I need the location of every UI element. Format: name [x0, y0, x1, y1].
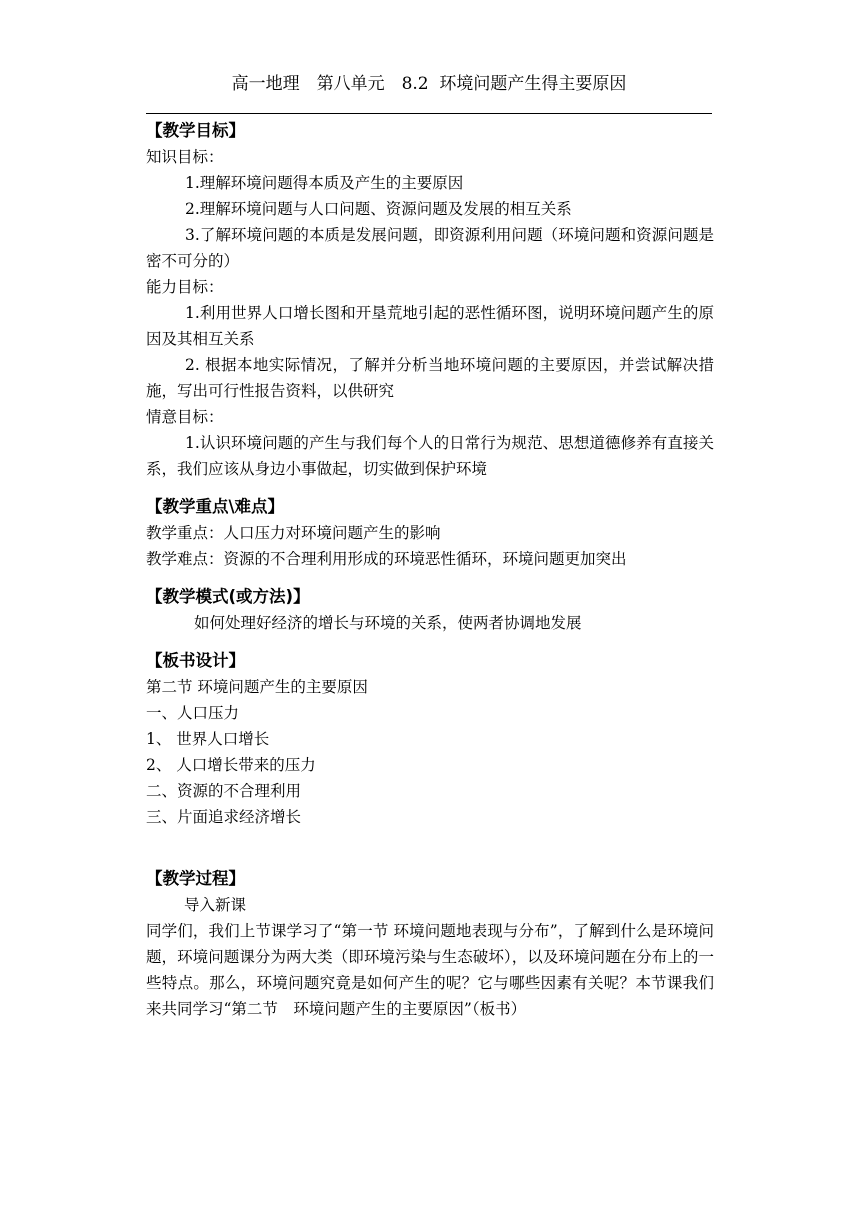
board-line: 一、人口压力 — [146, 704, 240, 722]
board-line: 1、 世界人口增长 — [146, 730, 270, 748]
knowledge-label: 知识目标： — [146, 148, 224, 166]
section-title-mode: 【教学模式(或方法)】 — [146, 587, 310, 606]
keypoints-section — [146, 494, 714, 572]
knowledge-item: 3.了解环境问题的本质是发展问题，即资源利用问题（环境问题和资源问题是密不可分的） — [146, 226, 714, 270]
board-section — [146, 648, 714, 830]
section-title-keypoints: 【教学重点\难点】 — [146, 497, 285, 516]
knowledge-item: 2.理解环境问题与人口问题、资源问题及发展的相互关系 — [185, 200, 572, 218]
intro-label: 导入新课 — [184, 896, 247, 914]
section-title-objectives: 【教学目标】 — [146, 121, 245, 140]
page-header: 高一地理 第八单元 8.2 环境问题产生得主要原因 — [231, 74, 627, 94]
ability-item: 2. 根据本地实际情况，了解并分析当地环境问题的主要原因，并尝试解决措施，写出可行性报告资料，以供研究 — [146, 356, 714, 400]
emotion-label: 情意目标： — [146, 408, 224, 426]
spacer — [146, 830, 714, 866]
board-line: 第二节 环境问题产生的主要原因 — [146, 678, 368, 696]
mode-text: 如何处理好经济的增长与环境的关系，使两者协调地发展 — [194, 614, 582, 632]
spacer — [146, 572, 714, 584]
board-line: 二、资源的不合理利用 — [146, 782, 302, 800]
document-body — [146, 118, 714, 1022]
section-title-board: 【板书设计】 — [146, 651, 245, 670]
teaching-focus: 教学重点：人口压力对环境问题产生的影响 — [146, 524, 441, 542]
section-title-process: 【教学过程】 — [146, 869, 245, 888]
ability-label: 能力目标： — [146, 278, 224, 296]
ability-item: 1.利用世界人口增长图和开垦荒地引起的恶性循环图，说明环境问题产生的原因及其相互关系 — [146, 304, 714, 348]
spacer — [146, 482, 714, 494]
intro-text: 同学们，我们上节课学习了“第一节 环境问题地表现与分布”，了解到什么是环境问题，环境问题课分为两大类（即环境污染与生态破坏），以及环境问题在分布上的一些特点。那么，环境问题究竟是如何产生的呢？它与哪些因素有关呢？本节课我们来共同学习“第二节 环境问题产生的主要原因”（板书） — [146, 922, 714, 1018]
teaching-difficulty: 教学难点：资源的不合理利用形成的环境恶性循环，环境问题更加突出 — [146, 550, 627, 568]
spacer — [146, 636, 714, 648]
knowledge-item: 1.理解环境问题得本质及产生的主要原因 — [185, 174, 464, 192]
emotion-item: 1.认识环境问题的产生与我们每个人的日常行为规范、思想道德修养有直接关系，我们应该从身边小事做起，切实做到保护环境 — [146, 434, 714, 478]
mode-section — [146, 584, 714, 636]
process-section — [146, 866, 714, 1022]
objectives-section — [146, 118, 714, 482]
header-rule — [146, 113, 712, 114]
board-line: 三、片面追求经济增长 — [146, 808, 302, 826]
board-line: 2、 人口增长带来的压力 — [146, 756, 316, 774]
